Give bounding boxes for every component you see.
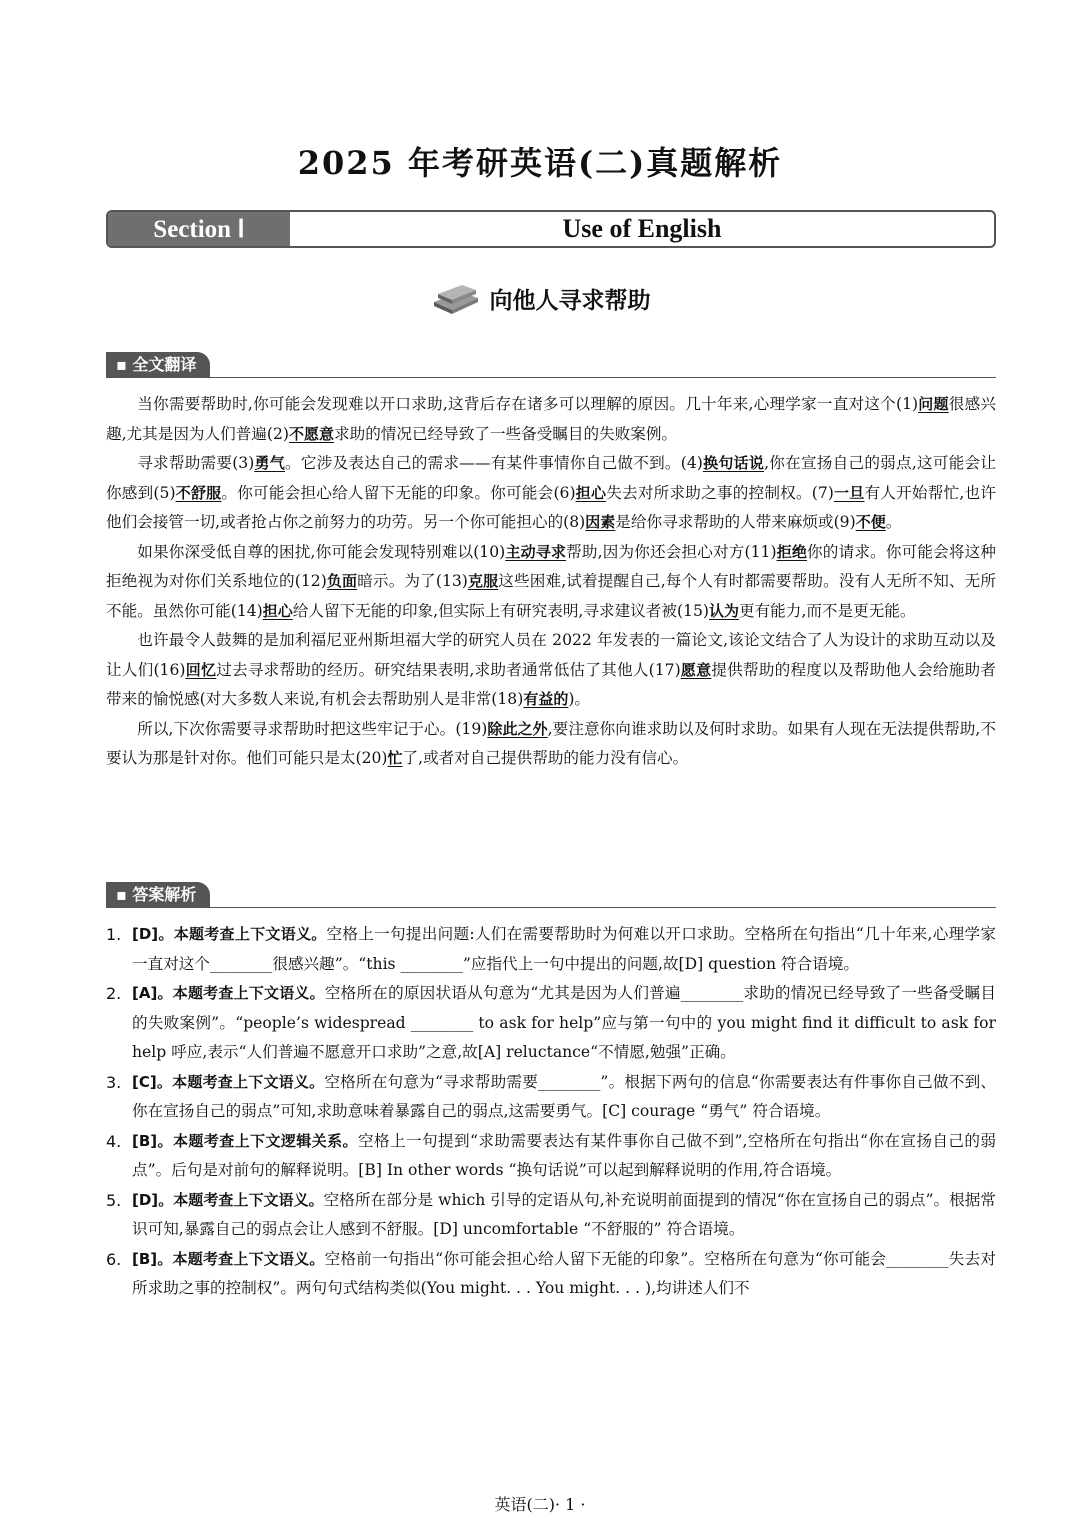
answer-explanation	[132, 920, 996, 979]
divider	[106, 907, 996, 908]
answer-explanation	[132, 1068, 996, 1127]
answer-word: 一旦	[833, 483, 865, 502]
paragraph-text: 是给你寻求帮助的人带来麻烦或(9)	[615, 513, 856, 531]
answer-item	[106, 979, 996, 1068]
answer-explanation	[132, 1245, 996, 1304]
answer-lead: [B]。本题考查上下文逻辑关系。	[132, 1131, 358, 1150]
paragraph-text: 帮助,因为你还会担心对方(11)	[566, 542, 777, 561]
translation-paragraph	[106, 449, 996, 538]
paragraph-text: 提供帮助的程度以及帮助他人会给施助者带来的愉悦感(对大多数人来说,有机会去帮助别人是非常(18)	[106, 660, 996, 708]
paragraph-text: 给人留下无能的印象,但实际上有研究表明,寻求建议者被(15)	[292, 601, 709, 620]
translation-tag-label: 全文翻译	[132, 355, 197, 374]
answer-text: 空格所在句意为“寻求帮助需要________”。根据下两句的信息“你需要表达有件事你自己做不到、你在宣扬自己的弱点”可知,求助意味着暴露自己的弱点,这需要勇气。[C] courage “勇气” 符合语境。	[132, 1072, 996, 1120]
answer-word: 换句话说	[702, 454, 765, 472]
answer-word: 担心	[262, 601, 293, 620]
paragraph-text: 。你可能会担心给人留下无能的印象。你可能会(6)	[221, 483, 576, 502]
answer-explanation	[132, 1127, 996, 1186]
paragraph-text: 。它涉及表达自己的需求——有某件事情你自己做不到。(4)	[285, 454, 703, 472]
answer-item	[106, 1068, 996, 1127]
paragraph-text: 所以,下次你需要寻求帮助时把这些牢记于心。(19)	[137, 719, 488, 738]
paragraph-text: 很感兴趣,尤其是因为人们普遍(2)	[106, 395, 996, 443]
answer-explanation	[132, 1186, 996, 1245]
answer-word: 不便	[855, 513, 886, 531]
translation-paragraph	[106, 626, 996, 715]
answer-explanation	[132, 979, 996, 1068]
paragraph-text: ,你在宣扬自己的弱点,这可能会让你感到(5)	[106, 454, 996, 502]
translation-body	[106, 390, 996, 774]
answer-number: 4.	[106, 1131, 122, 1151]
translation-paragraph	[106, 538, 996, 627]
paragraph-text: 如果你深受低自尊的困扰,你可能会发现特别难以(10)	[137, 542, 506, 561]
paragraph-text: 了,或者对自己提供帮助的能力没有信心。	[402, 749, 689, 767]
answer-word: 克服	[467, 572, 499, 590]
translation-paragraph	[106, 390, 996, 449]
answer-word: 担心	[575, 483, 607, 502]
paragraph-text: 也许最令人鼓舞的是加利福尼亚州斯坦福大学的研究人员在 2022 年发表的一篇论文,该论文结合了人为设计的求助互动以及让人们(16)	[106, 631, 996, 679]
answer-word: 有益的	[523, 690, 569, 708]
paragraph-text: 失去对所求助之事的控制权。(7)	[606, 483, 834, 502]
paragraph-text: 当你需要帮助时,你可能会发现难以开口求助,这背后存在诸多可以理解的原因。几十年来,心理学家一直对这个(1)	[137, 395, 919, 413]
article-heading	[0, 280, 1080, 316]
paragraph-text: 更有能力,而不是更无能。	[738, 601, 916, 620]
paragraph-text: 有人开始帮忙,也许他们会接管一切,或者抢占你之前努力的功劳。另一个你可能担心的(8)	[106, 483, 996, 531]
paragraph-text: 这些困难,试着提醒自己,每个人有时都需要帮助。没有人无所不知、无所不能。虽然你可能(14)	[106, 572, 996, 620]
answer-lead: [C]。本题考查上下文语义。	[132, 1072, 325, 1091]
translation-paragraph	[106, 715, 996, 774]
answer-word: 除此之外	[487, 719, 548, 738]
paragraph-text: 。	[885, 513, 902, 531]
article-title: 向他人寻求帮助	[489, 287, 651, 314]
answer-word: 不愿意	[288, 424, 334, 443]
answer-text: 空格上一句提出问题:人们在需要帮助时为何难以开口求助。空格所在句指出“几十年来,心理学家一直对这个________很感兴趣”。“this ________”应指代上一句中提出的问题,故[D] question 符合语境。	[132, 925, 997, 973]
answers-tag-label: 答案解析	[132, 885, 197, 904]
answer-word: 不舒服	[175, 483, 222, 502]
answer-lead: [D]。本题考查上下文语义。	[132, 1190, 324, 1209]
paragraph-text: ,要注意你向谁求助以及何时求助。如果有人现在无法提供帮助,不要认为那是针对你。他们可能只是太(20)	[106, 719, 996, 767]
answer-word: 忙	[387, 749, 403, 767]
answer-text: 空格所在部分是 which 引导的定语从句,补充说明前面提到的情况“你在宣扬自己的弱点”。根据常识可知,暴露自己的弱点会让人感到不舒服。[D] uncomfortable “不舒服的” 符合语境。	[132, 1190, 996, 1238]
answer-item	[106, 1127, 996, 1186]
answer-number: 3.	[106, 1072, 122, 1092]
divider	[106, 377, 996, 378]
answer-word: 回忆	[185, 660, 217, 679]
answer-lead: [B]。本题考查上下文语义。	[132, 1249, 325, 1268]
answer-number: 6.	[106, 1249, 122, 1269]
answer-item	[106, 920, 996, 979]
answers-tag: ▪ 答案解析	[106, 882, 210, 908]
answer-word: 认为	[708, 601, 739, 620]
paragraph-text: 暗示。为了(13)	[357, 572, 468, 590]
section-header	[106, 210, 996, 248]
answer-word: 因素	[585, 513, 616, 531]
section-name: Use of English	[562, 214, 722, 243]
answers-list	[106, 920, 996, 1304]
answer-item	[106, 1245, 996, 1304]
paragraph-text: )。	[568, 690, 591, 708]
section-label: Section Ⅰ	[108, 212, 290, 246]
answer-number: 5.	[106, 1190, 122, 1210]
answer-item	[106, 1186, 996, 1245]
paragraph-text: 你的请求。你可能会将这种拒绝视为对你们关系地位的(12)	[106, 542, 996, 590]
answer-word: 愿意	[680, 660, 712, 679]
page-title: 2025 年考研英语(二)真题解析	[297, 144, 783, 182]
answer-word: 主动寻求	[505, 542, 567, 561]
answer-lead: [A]。本题考查上下文语义。	[132, 984, 325, 1002]
answer-word: 问题	[918, 395, 949, 413]
answer-text: 空格所在的原因状语从句意为“尤其是因为人们普遍________求助的情况已经导致了一些备受瞩目的失败案例”。“people’s widespread ________ to ask for help”应与第一句中的 you might find it difficult to ask for help 呼应,表示“人们普遍不愿意开口求助”之意,故[A] reluctance“不情愿,勉强”正确。	[132, 984, 996, 1061]
paragraph-text: 求助的情况已经导致了一些备受瞩目的失败案例。	[334, 424, 678, 443]
page-footer: 英语(二)· 1 ·	[494, 1495, 586, 1514]
answer-word: 负面	[326, 572, 358, 590]
answer-word: 勇气	[254, 454, 286, 472]
answer-text: 空格前一句指出“你可能会担心给人留下无能的印象”。空格所在句意为“你可能会________失去对所求助之事的控制权”。两句句式结构类似(You might. . . You might. . . ),均讲述人们不	[132, 1249, 996, 1297]
answer-text: 空格上一句提到“求助需要表达有某件事你自己做不到”,空格所在句指出“你在宣扬自己的弱点”。后句是对前句的解释说明。[B] In other words “换句话说”可以起到解释说明的作用,符合语境。	[132, 1131, 997, 1179]
answer-number: 1.	[106, 925, 122, 944]
paragraph-text: 过去寻求帮助的经历。研究结果表明,求助者通常低估了其他人(17)	[216, 660, 681, 679]
books-icon	[430, 280, 482, 316]
answer-lead: [D]。本题考查上下文语义。	[132, 925, 327, 943]
paragraph-text: 寻求帮助需要(3)	[137, 454, 255, 472]
answer-number: 2.	[106, 984, 122, 1003]
translation-tag: ▪ 全文翻译	[106, 352, 210, 378]
answer-word: 拒绝	[776, 542, 808, 561]
